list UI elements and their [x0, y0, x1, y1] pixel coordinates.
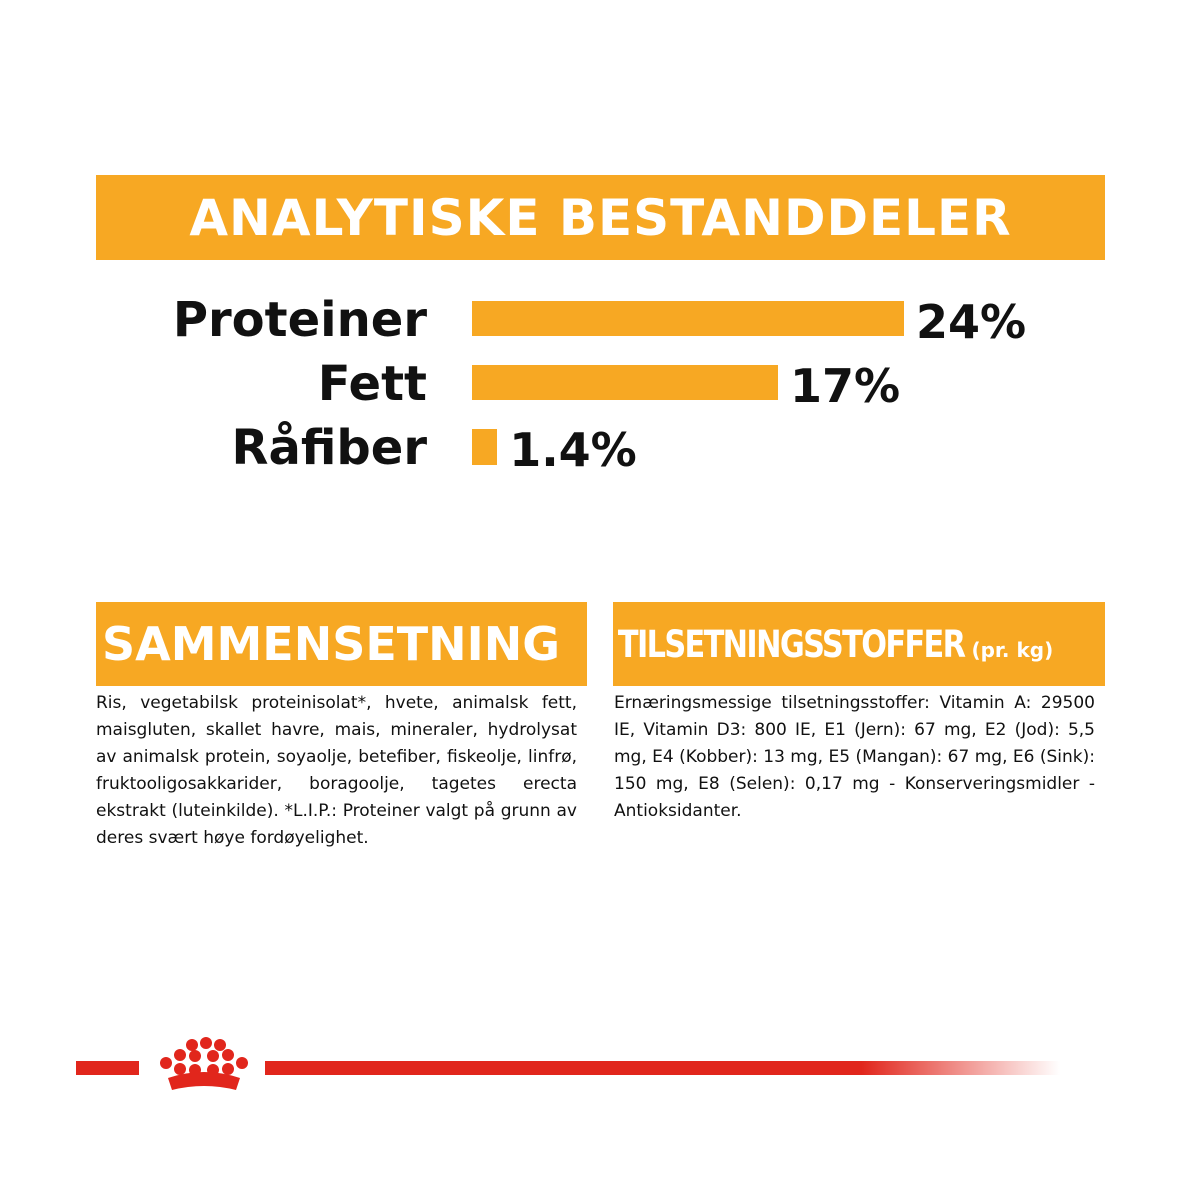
bar-label: Proteiner: [172, 292, 427, 348]
footer-line-right: [265, 1061, 1060, 1075]
composition-title: SAMMENSETNING: [102, 617, 561, 671]
bar: [472, 301, 904, 336]
bar-label: Fett: [317, 356, 427, 412]
bar: [472, 365, 778, 400]
bar-value-label: 17%: [790, 359, 901, 413]
additives-title-suffix: (pr. kg): [971, 638, 1054, 662]
footer-line-left: [76, 1061, 139, 1075]
bar-value-label: 1.4%: [509, 423, 637, 477]
analysis-title: ANALYTISKE BESTANDDELER: [189, 188, 1012, 247]
bar: [472, 429, 497, 465]
additives-text: Ernæringsmessige tilsetningsstoffer: Vitamin A: 29500 IE, Vitamin D3: 800 IE, E1 (Jern): 67 mg, E2 (Jod): 5,5 mg, E4 (Kobber): 13 mg, E5 (Mangan): 67 mg, E6 (Sink): 150 mg, E8 (Selen): 0,17 mg - Konserveringsmidler - Antioksidanter.: [614, 693, 1095, 821]
additives-title-banner: [613, 602, 1105, 686]
additives-title: TILSETNINGSSTOFFER: [617, 622, 965, 666]
bar-label: Råfiber: [231, 420, 427, 476]
composition-title-banner: [96, 602, 587, 686]
analysis-title-banner: [96, 175, 1105, 260]
composition-text: Ris, vegetabilsk proteinisolat*, hvete, animalsk fett, maisgluten, skallet havre, mais, mineraler, hydrolysat av animalsk protein, soyaolje, betefiber, fiskeolje, linfrø, fruktooligosakkarider, boragoolje, tagetes erecta ekstrakt (luteinkilde). *L.I.P.: Proteiner valgt på grunn av deres svært høye fordøyelighet.: [96, 693, 577, 848]
crown-icon: [150, 1036, 258, 1096]
bar-value-label: 24%: [916, 295, 1027, 349]
